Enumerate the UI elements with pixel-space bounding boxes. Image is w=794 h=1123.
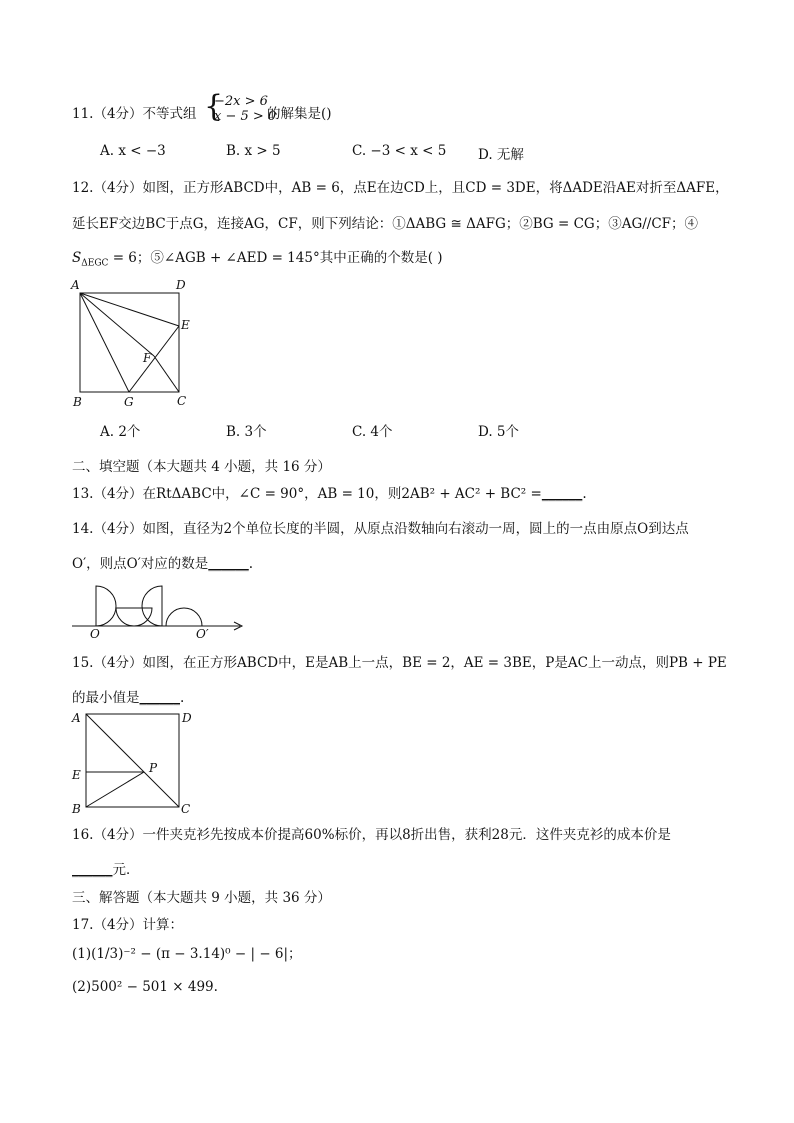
semicircle-start xyxy=(96,586,116,626)
q11-suffix: 的解集是() xyxy=(267,106,332,122)
q12-option-d: D. 5个 xyxy=(478,424,520,440)
label-d: D xyxy=(182,711,192,725)
q14-line1: 14.（4分）如图，直径为2个单位长度的半圆，从原点沿数轴向右滚动一周，圆上的一点由原点O到达点 xyxy=(72,521,689,537)
q14-end: . xyxy=(248,556,254,572)
q12-line3 xyxy=(72,246,443,269)
label-f: F xyxy=(143,351,152,365)
q14-line2 xyxy=(72,552,253,572)
segment-bp xyxy=(86,772,144,807)
q16-blank: ______ xyxy=(72,862,113,878)
label-g: G xyxy=(124,395,134,409)
segment-fc xyxy=(154,356,179,392)
segment-af xyxy=(80,293,154,356)
area-subscript: ΔEGC xyxy=(81,258,109,269)
q15-end: . xyxy=(180,690,185,706)
q13-text: 13.（4分）在RtΔABC中，∠C = 90°，AB = 10，则2AB² + AC² + BC² = xyxy=(72,486,542,502)
label-p: P xyxy=(149,761,158,775)
q16-end: 元． xyxy=(112,862,140,878)
q12-option-c: C. 4个 xyxy=(352,424,393,440)
q12-line1: 12.（4分）如图，正方形ABCD中，AB = 6，点E在边CD上，且CD = 3DE，将ΔADE沿AE对折至ΔAFE， xyxy=(72,180,729,196)
label-c: C xyxy=(177,394,187,408)
inequality-1: −2x > 6 xyxy=(214,94,268,109)
q12-line3-text: = 6；⑤∠AGB + ∠AED = 145°其中正确的个数是( ) xyxy=(108,250,443,266)
label-e: E xyxy=(181,318,190,332)
label-a: A xyxy=(71,278,80,292)
inequality-2: x − 5 > 0 xyxy=(214,109,277,124)
segment-eg xyxy=(129,326,179,392)
semicircle-final xyxy=(166,608,202,626)
q13-end: . xyxy=(582,486,587,502)
section-2-heading: 二、填空题（本大题共 4 小题，共 16 分） xyxy=(72,459,331,475)
label-c: C xyxy=(181,802,191,816)
label-e: E xyxy=(72,768,81,782)
q16-line1: 16.（4分）一件夹克衫先按成本价提高60%标价，再以8折出售，获利28元．这件夹克衫的成本价是 xyxy=(72,827,671,843)
q13-line xyxy=(72,482,587,502)
q14-figure xyxy=(68,582,248,642)
diagonal-ac xyxy=(86,714,179,807)
semicircle-standing xyxy=(142,586,162,626)
q16-line2 xyxy=(72,858,140,878)
q15-line2 xyxy=(72,686,184,706)
q17-part2: (2)500² − 501 × 499. xyxy=(72,979,218,995)
q17-part1: (1)(1/3)⁻² − (π − 3.14)⁰ − | − 6|； xyxy=(72,946,302,962)
square-abcd xyxy=(80,293,179,392)
q11-prefix: 11.（4分）不等式组 xyxy=(72,106,197,122)
q12-option-b: B. 3个 xyxy=(226,424,267,440)
label-b: B xyxy=(72,802,81,816)
q11-option-d: D. 无解 xyxy=(478,147,524,163)
segment-ag xyxy=(80,293,129,392)
q11-option-a: A. x < −3 xyxy=(100,143,166,159)
q14-blank: ______ xyxy=(208,556,249,572)
semicircle-rolling xyxy=(116,608,152,626)
q12-option-a: A. 2个 xyxy=(100,424,141,440)
label-a: A xyxy=(72,711,81,725)
section-3-heading: 三、解答题（本大题共 9 小题，共 36 分） xyxy=(72,890,331,906)
q15-text: 的最小值是 xyxy=(72,690,140,706)
q12-figure xyxy=(68,276,198,411)
system-brace: { xyxy=(204,89,224,124)
q15-blank: ______ xyxy=(139,690,180,706)
label-b: B xyxy=(73,395,82,409)
segment-ae xyxy=(80,293,179,326)
q17-title: 17.（4分）计算： xyxy=(72,917,184,933)
q15-figure xyxy=(68,706,198,816)
area-symbol: S xyxy=(72,250,82,266)
q13-blank: ______ xyxy=(541,486,583,502)
q15-line1: 15.（4分）如图，在正方形ABCD中，E是AB上一点，BE = 2，AE = 3BE，P是AC上一动点，则PB + PE xyxy=(72,655,727,671)
label-d: D xyxy=(176,278,186,292)
q11-option-b: B. x > 5 xyxy=(226,143,281,159)
label-o-prime: O′ xyxy=(196,627,209,641)
q14-text: O′，则点O′对应的数是 xyxy=(72,556,209,572)
q11-option-c: C. −3 < x < 5 xyxy=(352,143,447,159)
label-o: O xyxy=(90,627,100,641)
q12-line2: 延长EF交边BC于点G，连接AG，CF，则下列结论：①ΔABG ≅ ΔAFG；②BG = CG；③AG//CF；④ xyxy=(72,216,699,232)
